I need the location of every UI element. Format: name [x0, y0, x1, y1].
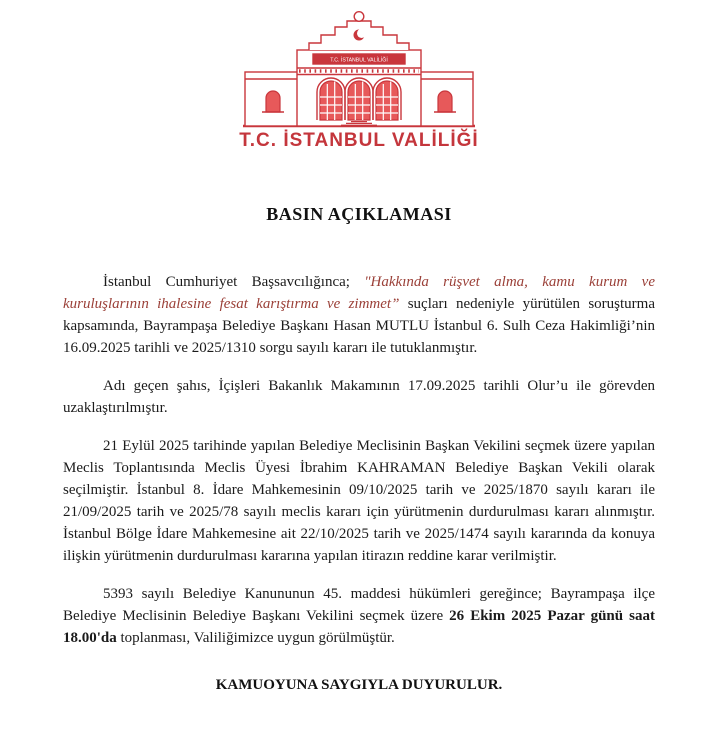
paragraph-council-decision: 21 Eylül 2025 tarihinde yapılan Belediye Meclisinin Başkan Vekilini seçmek üzere yapılan Meclis Toplantısında Meclis Üyesi İbrahim KAHRAMAN Belediye Başkan Vekili olarak seçilmiştir. İstanbul 8. İdare Mahkemesinin 09/10/2025 tarih ve 2025/1870 sayılı kararı ile 21/09/2025 tarih ve 2025/78 sayılı meclis kararı için yürütmenin durdurulması kararı alınmıştır. İstanbul Bölge İdare Mahkemesine ait 22/10/2025 tarih ve 2025/1474 sayılı kararında da konuya ilişkin yürütmenin durdurulması kararına yapılan itirazın reddine karar verilmiştir. [63, 438, 655, 564]
closing-statement: KAMUOYUNA SAYGIYLA DUYURULUR. [215, 677, 503, 693]
paragraph-arrest-lead: İstanbul Cumhuriyet Başsavcılığınca; [103, 274, 365, 290]
logo-banner-text: T.C. İSTANBUL VALİLİĞİ [330, 57, 388, 64]
document-body [0, 271, 718, 649]
paragraph-suspension: Adı geçen şahıs, İçişleri Bakanlık Makamının 17.09.2025 tarihli Olur’u ile görevden uzaklaştırılmıştır. [63, 378, 655, 416]
paragraph-meeting-date [63, 583, 655, 649]
meeting-datetime: 26 Ekim 2025 Pazar günü saat 18.00'da [63, 608, 655, 646]
charges-quote: "Hakkında rüşvet alma, kamu kurum ve kuruluşlarının ihalesine fesat karıştırma ve zimmet” [63, 274, 655, 312]
header [0, 0, 718, 152]
paragraph-arrest-rest: suçları nedeniyle yürütülen soruşturma kapsamında, Bayrampaşa Belediye Başkanı Hasan MUTLU İstanbul 6. Sulh Ceza Hakimliği’nin 16.09.2025 tarihli ve 2025/1310 sorgu sayılı kararı ile tutuklanmıştır. [63, 296, 656, 356]
valilik-building-logo [239, 8, 479, 128]
paragraph-meeting-lead: 5393 sayılı Belediye Kanununun 45. maddesi hükümleri gereğince; Bayrampaşa ilçe Belediye Meclisinin Belediye Başkanı Vekilini seçmek üzere [63, 586, 655, 624]
document-title: BASIN AÇIKLAMASI [266, 204, 452, 224]
paragraph-arrest [63, 271, 655, 359]
org-name: T.C. İSTANBUL VALİLİĞİ [239, 130, 479, 151]
paragraph-meeting-rest: toplanması, Valiliğimizce uygun görülmüştür. [116, 630, 395, 646]
